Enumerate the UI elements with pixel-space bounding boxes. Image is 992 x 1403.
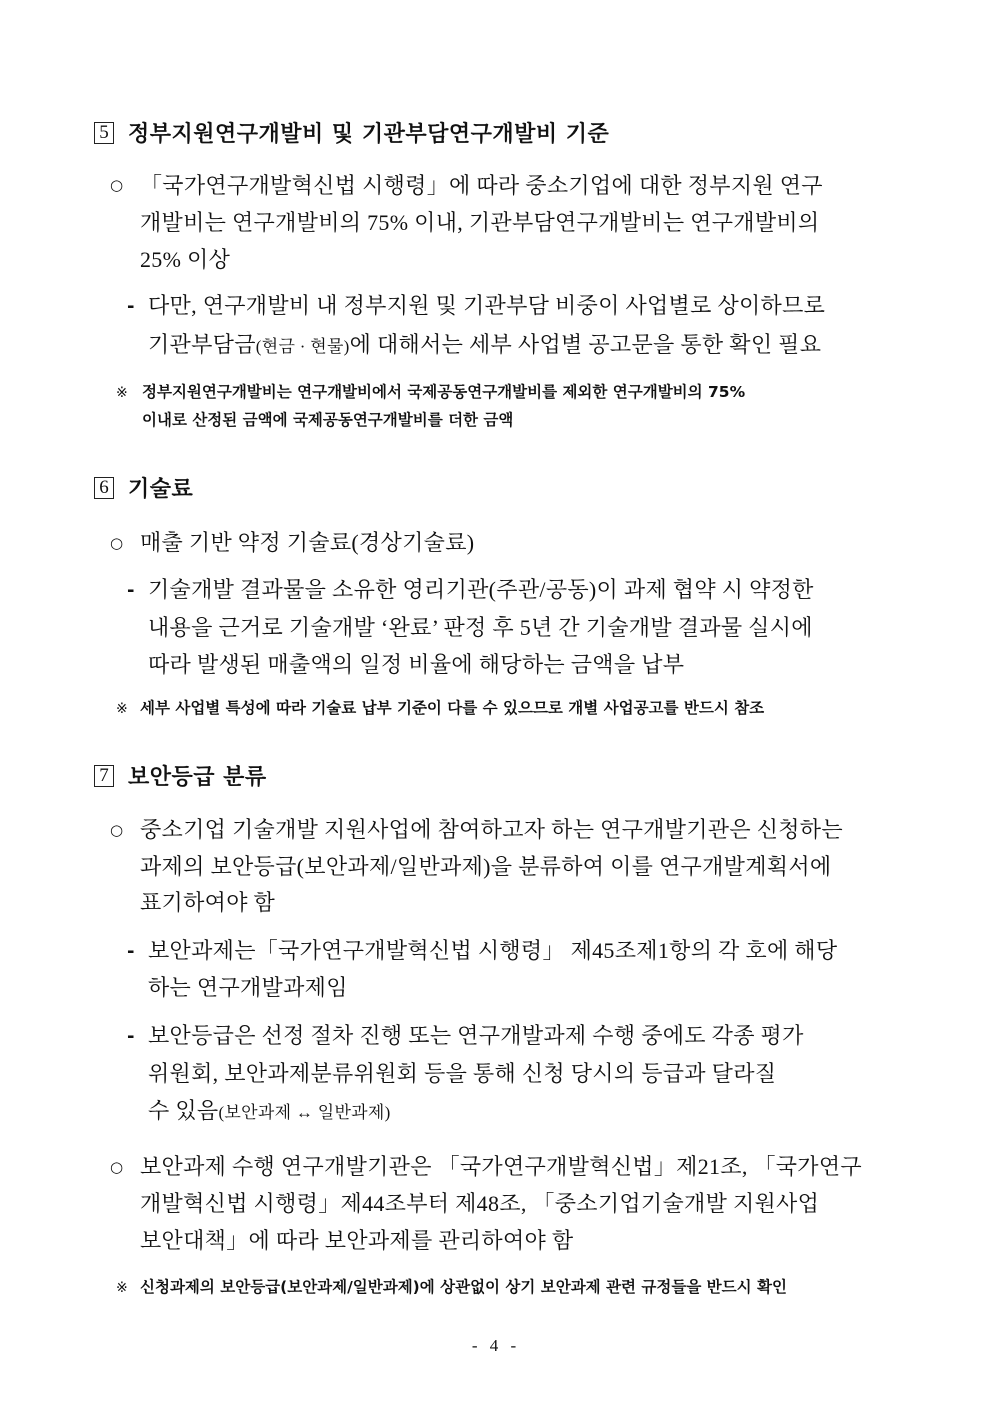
section-number-box: 6 [94,477,114,499]
section-title: 정부지원연구개발비 및 기관부담연구개발비 기준 [128,122,610,147]
paragraph-line: 따라 발생된 매출액의 일정 비율에 해당하는 금액을 납부 [148,652,685,677]
note-line: 정부지원연구개발비는 연구개발비에서 국제공동연구개발비를 제외한 연구개발비의 75% [142,383,746,401]
paragraph-line: 보안대책」에 따라 보안과제를 관리하여야 함 [140,1228,574,1253]
page-number: - 4 - [471,1336,521,1355]
paragraph-line: 위원회, 보안과제분류위원회 등을 통해 신청 당시의 등급과 달라질 [148,1061,777,1086]
reference-mark-icon: ※ [116,385,128,401]
note-line: 이내로 산정된 금액에 국제공동연구개발비를 더한 금액 [142,411,514,429]
paragraph-line: 기술개발 결과물을 소유한 영리기관(주관/공동)이 과제 협약 시 약정한 [148,577,814,602]
paragraph-line: 개발비는 연구개발비의 75% 이내, 기관부담연구개발비는 연구개발비의 [140,210,820,235]
reference-mark-icon: ※ [116,701,128,717]
paragraph-line: 중소기업 기술개발 지원사업에 참여하고자 하는 연구개발기관은 신청하는 [140,817,843,842]
text: 수 있음 [148,1098,219,1123]
dash-marker: - [127,580,135,601]
paragraph-line: 25% 이상 [140,247,231,272]
paragraph-line: 개발혁신법 시행령」제44조부터 제48조, 「중소기업기술개발 지원사업 [140,1191,820,1216]
paragraph-line: 하는 연구개발과제임 [148,975,348,1000]
paragraph-line: 보안과제는「국가연구개발혁신법 시행령」 제45조제1항의 각 호에 해당 [148,938,838,963]
bullet-circle-icon: ○ [110,534,124,552]
text: 「국가연구개발혁신법 시행령」에 따라 중소기업에 대한 정부지원 연구 [140,173,823,198]
text: 기관부담금 [148,332,256,357]
paragraph-line [140,172,896,200]
paragraph-line: 표기하여야 함 [140,890,276,915]
section-heading-7 [94,760,267,791]
paragraph-line: 보안등급은 선정 절차 진행 또는 연구개발과제 수행 중에도 각종 평가 [148,1023,804,1048]
dash-marker: - [127,941,135,962]
reference-mark-icon: ※ [116,1280,128,1296]
note-line: 신청과제의 보안등급(보안과제/일반과제)에 상관없이 상기 보안과제 관련 규정들을 반드시 확인 [140,1278,787,1296]
paragraph-line: 내용을 근거로 기술개발 ‘완료’ 판정 후 5년 간 기술개발 결과물 실시에 [148,615,813,640]
bullet-circle-icon: ○ [110,1158,124,1176]
section-heading-5 [94,117,609,148]
note-line: 세부 사업별 특성에 따라 기술료 납부 기준이 다를 수 있으므로 개별 사업공고를 반드시 참조 [140,699,765,717]
paragraph-line: 보안과제 수행 연구개발기관은 「국가연구개발혁신법」제21조, 「국가연구 [140,1154,862,1179]
text: 에 대해서는 세부 사업별 공고문을 통한 확인 필요 [349,332,822,357]
section-title: 보안등급 분류 [128,765,267,790]
text: (보안과제 ↔ 일반과제) [218,1103,391,1122]
dash-marker: - [127,1026,135,1047]
section-heading-6 [94,472,193,503]
section-number-box: 5 [94,122,114,144]
bullet-circle-icon: ○ [110,821,124,839]
paragraph-line: 과제의 보안등급(보안과제/일반과제)을 분류하여 이를 연구개발계획서에 [140,854,832,879]
paragraph-line: 다만, 연구개발비 내 정부지원 및 기관부담 비중이 사업별로 상이하므로 [148,293,826,318]
section-number-box: 7 [94,765,114,787]
section-title: 기술료 [128,477,194,502]
dash-marker: - [127,296,135,317]
paragraph-line [148,1097,391,1127]
text: (현금 · 현물) [255,337,350,356]
paragraph-line: 매출 기반 약정 기술료(경상기술료) [140,530,475,555]
bullet-circle-icon: ○ [110,176,124,194]
paragraph-line [148,331,821,361]
